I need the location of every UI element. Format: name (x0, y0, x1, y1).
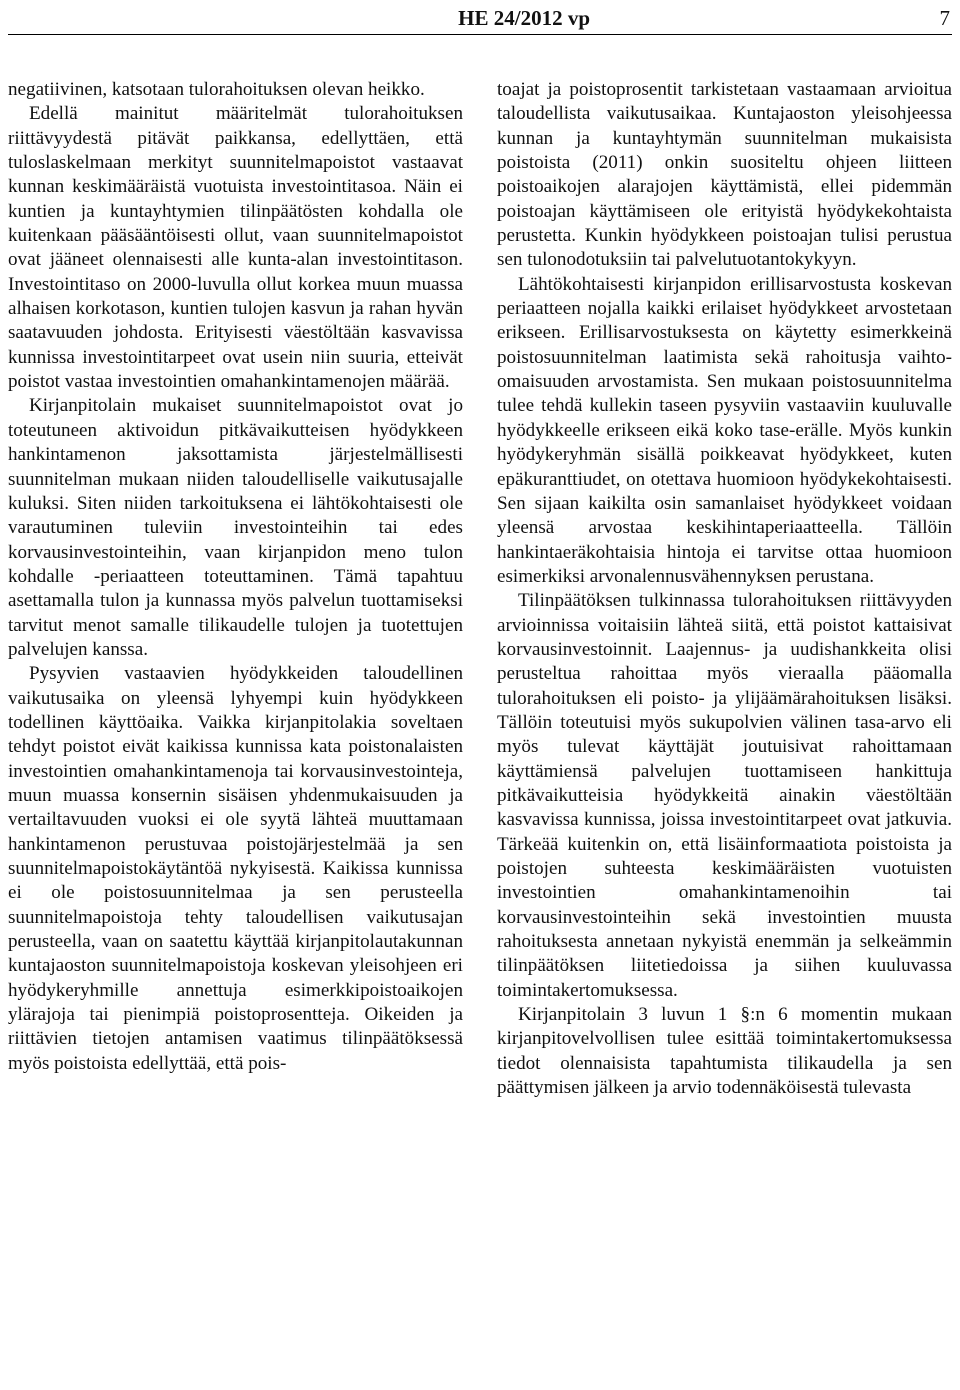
paragraph: Kirjanpitolain mukaiset suunnitelmapoistot ovat jo toteutuneen aktivoidun pitkävaikutteisen hyödykkeen hankintamenon jaksottamista järjestelmällisesti suunnitelman mukaan niiden taloudelliselle vaikutusajalle kuluksi. Siten niiden tarkoituksena ei lähtökohtaisesti ole varautuminen tuleviin investointeihin tai edes korvausinvestointeihin, vaan kirjanpidon meno tulon kohdalle -periaatteen toteuttaminen. Tämä tapahtuu asettamalla tulon ja kunnassa myös palvelun tuottamiseksi tarvitut menot samalle tilikaudelle tulojen ja tuotettujen palvelujen kanssa. (8, 395, 463, 660)
paragraph: toajat ja poistoprosentit tarkistetaan vastaamaan arvioitua taloudellista vaikutusaikaa. Kuntajaoston yleisohjeessa kunnan ja kuntayhtymän suunnitelman mukaisista poistoista (2011) onkin suositeltu ohjeen liitteen poistoaikojen alarajojen käyttämistä, ellei pidemmän poistoajan käyttämiseen ole erityistä hyödykekohtaista perustetta. Kunkin hyödykkeen poistoajan tulisi perustua sen tulonodotuksiin tai palvelutuotantokykyyn. (497, 79, 952, 271)
paragraph: Pysyvien vastaavien hyödykkeiden taloudellinen vaikutusaika on yleensä lyhyempi kuin hyödykkeen todellinen käyttöaika. Vaikka kirjanpitolakia soveltaen tehdyt poistot eivät kaikissa kunnissa kata poistonalaisten investointien omahankintamenoja tai korvausinvestointeja, muun muassa konsernin sisäisen yhdenmukaisuuden ja vertailtavuuden vuoksi ei ole syytä lähteä muuttamaan hankintamenon perustuvaa poistojärjestelmää ja sen suunnitelmapoistokäytäntöä nykyisestä. Kaikissa kunnissa ei ole poistosuunnitelmaa ja sen perusteella suunnitelmapoistoja tehty taloudellisen vaikutusajan perusteella, vaan on saatettu käyttää kirjanpitolautakunnan kuntajaoston suunnitelmapoistoja koskevan yleisohjeen eri hyödykeryhmille annettuja esimerkkipoistoaikojen ylärajoja tai pienimpiä poistoprosentteja. Oikeiden ja riittävien tietojen antamisen vaatimus tilinpäätöksessä myös poistoista edellyttää, että pois- (8, 663, 463, 1074)
header-rule (8, 34, 952, 35)
left-column (8, 78, 463, 1076)
paragraph: Kirjanpitolain 3 luvun 1 §:n 6 momentin mukaan kirjanpitovelvollisen tulee esittää toimintakertomuksessa tiedot olennaisista tapahtumista tilikaudella ja sen päättymisen jälkeen ja arvio todennäköisestä tulevasta (497, 1004, 952, 1099)
paragraph: Edellä mainitut määritelmät tulorahoituksen riittävyydestä pitävät paikkansa, edellyttäen, että tuloslaskelmaan merkityt suunnitelmapoistot vastaavat kunnan keskimääräistä vuotuista investointitasoa. Näin ei kuntien ja kuntayhtymien tilinpäätösten kohdalla ole kuitenkaan pääsääntöisesti ollut, vaan suunnitelmapoistot ovat jääneet olennaisesti alle kunta-alan investointitason. Investointitaso on 2000-luvulla ollut korkea muun muassa alhaisen korkotason, kuntien tulojen kasvun ja rahan hyvän saatavuuden johdosta. Erityisesti väestöltään kasvavissa kunnissa investointitarpeet ovat usein niin suuria, etteivät poistot vastaa investointien omahankintamenojen määrää. (8, 103, 463, 393)
paragraph: negatiivinen, katsotaan tulorahoituksen olevan heikko. (8, 79, 425, 100)
right-column (497, 78, 952, 1100)
page-header (0, 0, 960, 40)
paragraph: Lähtökohtaisesti kirjanpidon erillisarvostusta koskevan periaatteen nojalla kaikki erilaiset hyödykkeet arvostetaan erikseen. Erillisarvostuksesta on käytetty esimerkkeinä poistosuunnitelman laatimista sekä rahoitusja vaihto-omaisuuden arvostamista. Sen mukaan poistosuunnitelma tulee tehdä kullekin taseen pysyviin vastaaviin kuuluvalle hyödykkeelle erikseen eikä koko tase-erälle. Myös kunkin hyödykeryhmän sisällä poikkeavat hyödykkeet, kuten epäkuranttiudet, on otettava huomioon hyödykekohtaisesti. Sen sijaan kaikilta osin samanlaiset hyödykkeet voidaan yleensä arvostaa keskihintaperiaatteella. Tällöin hankintaeräkohtaisia hintoja ei tarvitse ottaa huomioon esimerkiksi arvonalennusvähennyksen perustana. (497, 273, 952, 587)
page-number: 7 (939, 6, 950, 30)
paragraph: Tilinpäätöksen tulkinnassa tulorahoituksen riittävyyden arvioinnissa voitaisiin lähteä siitä, että poistot kattaisivat korvausinvestoinnit. Laajennus- ja uudishankkeita olisi perusteltua rahoittaa myös vieraalla pääomalla tulorahoituksen eli poisto- ja ylijäämärahoituksen lisäksi. Tällöin toteutuisi myös sukupolvien välinen tasa-arvo eli myös tulevat käyttäjät joutuisivat rahoittamaan käyttämiensä palvelujen tuottamiseen hankittuja pitkävaikutteisia hyödykkeitä ainakin väestöltään kasvavissa kunnissa, joissa investointitarpeet ovat jatkuvia. Tärkeää kuitenkin on, että lisäinformaatiota poistoista ja poistojen suhteesta keskimääräisten vuotuisten investointien omahankintamenoihin tai korvausinvestointeihin sekä investointien muusta rahoituksesta annetaan nykyistä enemmän ja selkeämmin tilinpäätöksen liitetiedoissa ja siihen kuuluvassa toimintakertomuksessa. (497, 590, 952, 1001)
document-id: HE 24/2012 vp (458, 6, 590, 30)
